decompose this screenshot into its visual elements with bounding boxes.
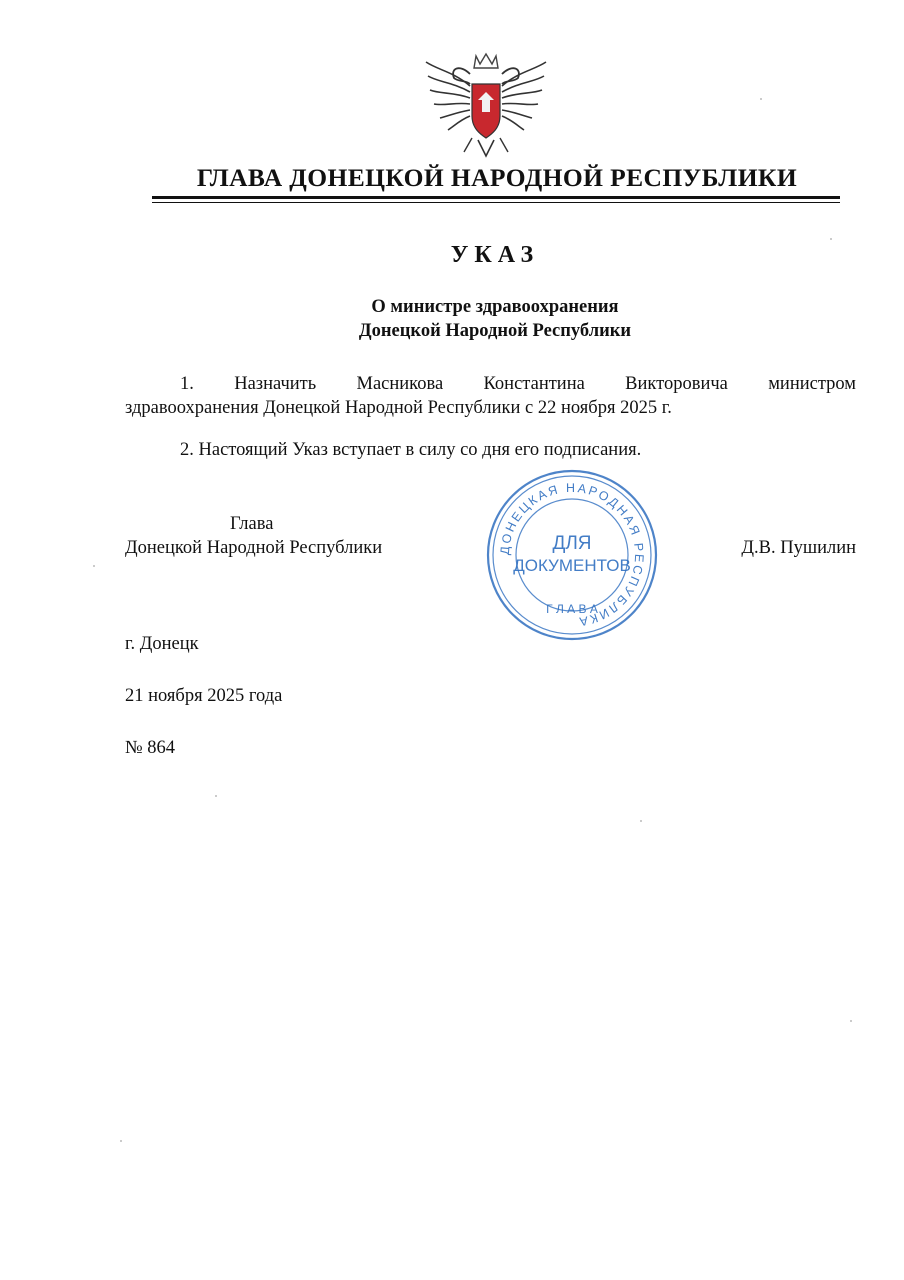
paragraph-1-line-2: здравоохранения Донецкой Народной Республики с 22 ноября 2025 г. — [125, 398, 672, 418]
subject-line-1: О министре здравоохранения — [371, 297, 619, 317]
issuer-title: ГЛАВА ДОНЕЦКОЙ НАРОДНОЙ РЕСПУБЛИКИ — [196, 163, 798, 192]
scan-speck — [640, 820, 642, 822]
date-of-signing: 21 ноября 2025 года — [125, 686, 283, 706]
scan-speck — [760, 98, 762, 100]
place-of-signing: г. Донецк — [125, 634, 199, 654]
official-stamp — [484, 467, 660, 643]
double-headed-eagle-coat-of-arms-icon — [424, 52, 548, 164]
stamp-center-line-2: ДОКУМЕНТОВ — [513, 556, 631, 575]
header-rule-thick — [152, 196, 840, 199]
signatory-name: Д.В. Пушилин — [741, 538, 856, 558]
scan-speck — [215, 795, 217, 797]
paragraph-2: 2. Настоящий Указ вступает в силу со дня его подписания. — [180, 440, 642, 460]
signatory-title-line-2: Донецкой Народной Республики — [125, 538, 383, 558]
stamp-center-line-1: ДЛЯ — [552, 533, 592, 554]
subject-line-2: Донецкой Народной Республики — [358, 321, 632, 341]
stamp-bottom-text: Г Л А В А — [546, 602, 598, 616]
scan-speck — [850, 1020, 852, 1022]
scan-speck — [830, 238, 832, 240]
decree-number: № 864 — [125, 738, 176, 758]
scan-speck — [93, 565, 95, 567]
document-type: УКАЗ — [450, 242, 540, 268]
paragraph-1-line-1: 1. Назначить Масникова Константина Викторовича министром — [180, 374, 856, 394]
decree-subject — [0, 295, 904, 343]
signatory-title-line-1: Глава — [230, 514, 274, 534]
header-rule-thin — [152, 202, 840, 203]
stamp-ring-text: ДОНЕЦКАЯ НАРОДНАЯ РЕСПУБЛИКА — [497, 480, 647, 629]
scan-speck — [120, 1140, 122, 1142]
